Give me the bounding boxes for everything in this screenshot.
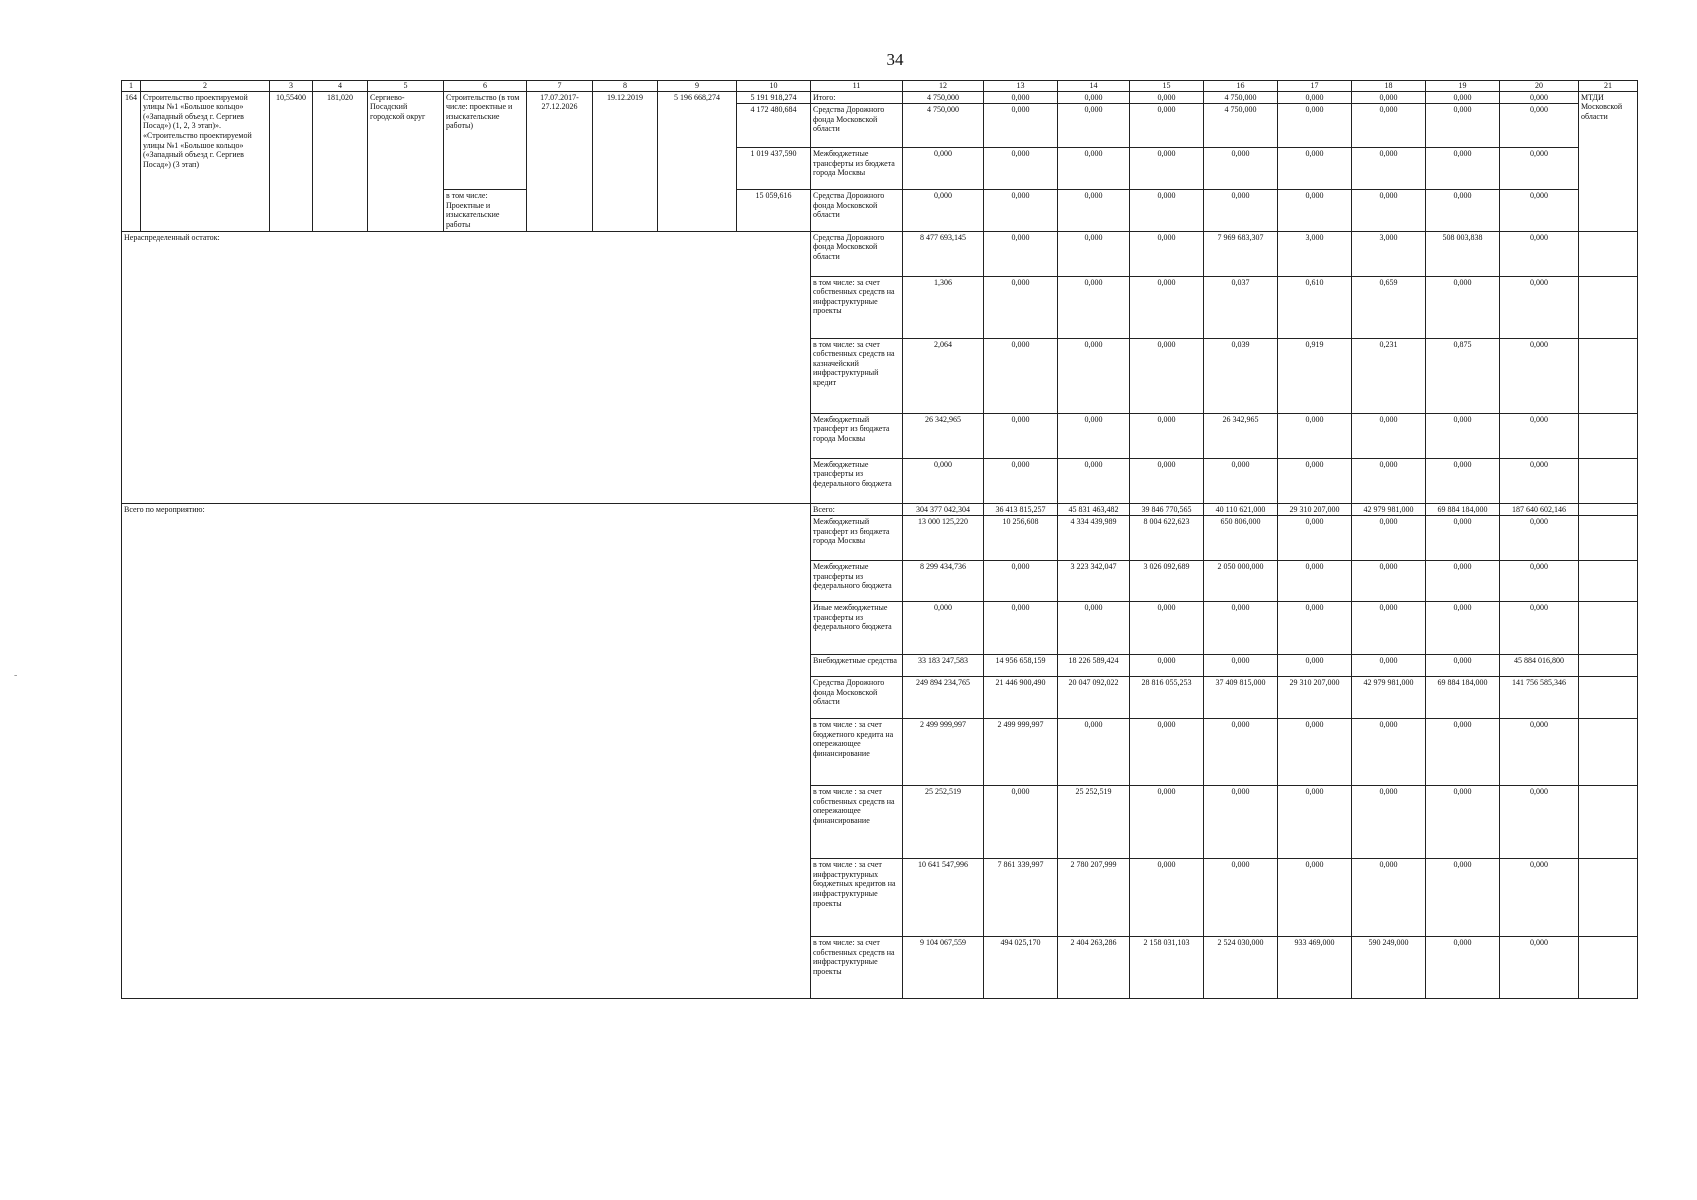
value-cell: 0,000 (1500, 338, 1579, 413)
column-number: 1 (122, 81, 141, 92)
value-cell: 0,000 (1278, 516, 1352, 561)
value-cell: 0,000 (984, 602, 1058, 655)
value-cell: 21 446 900,490 (984, 677, 1058, 719)
value-cell: 0,875 (1426, 338, 1500, 413)
empty-cell (1579, 413, 1638, 458)
value-cell: 37 409 815,000 (1204, 677, 1278, 719)
column-number: 16 (1204, 81, 1278, 92)
value-cell: 42 979 981,000 (1352, 677, 1426, 719)
value-cell: 0,000 (1352, 561, 1426, 602)
value-cell: 0,000 (1500, 719, 1579, 786)
budget-table (121, 80, 1638, 999)
value-cell: 0,000 (1204, 859, 1278, 937)
value-cell: 0,000 (1058, 413, 1130, 458)
value-cell: 0,000 (984, 231, 1058, 276)
value-cell: 4 334 439,989 (1058, 516, 1130, 561)
value-cell: 29 310 207,000 (1278, 677, 1352, 719)
funding-source: в том числе : за счет собственных средств на опережающее финансирование (811, 786, 903, 859)
value-cell: 0,000 (1500, 561, 1579, 602)
funding-source: Средства Дорожного фонда Московской области (811, 190, 903, 231)
value-cell: 0,000 (1058, 719, 1130, 786)
funding-source: в том числе: за счет собственных средств на инфраструктурные проекты (811, 276, 903, 338)
value-cell: 0,000 (1426, 561, 1500, 602)
value-cell: 0,000 (1500, 276, 1579, 338)
column-number: 8 (593, 81, 658, 92)
funding-source: Межбюджетные трансферты из бюджета города Москвы (811, 148, 903, 190)
value-cell: 28 816 055,253 (1130, 677, 1204, 719)
value-cell: 0,000 (1426, 516, 1500, 561)
value-cell: 0,000 (1204, 190, 1278, 231)
value-cell: 0,000 (1058, 338, 1130, 413)
column-number: 5 (368, 81, 444, 92)
item-date: 19.12.2019 (593, 91, 658, 231)
funding-source: Всего: (811, 503, 903, 516)
value-cell: 7 861 339,997 (984, 859, 1058, 937)
header-row (122, 81, 1638, 92)
value-cell: 26 342,965 (903, 413, 984, 458)
column-number: 17 (1278, 81, 1352, 92)
value-cell: 2 499 999,997 (903, 719, 984, 786)
value-cell: 25 252,519 (903, 786, 984, 859)
value-cell: 249 894 234,765 (903, 677, 984, 719)
value-cell: 7 969 683,307 (1204, 231, 1278, 276)
value-cell: 304 377 042,304 (903, 503, 984, 516)
column-number: 7 (527, 81, 593, 92)
value-cell: 0,000 (1130, 458, 1204, 503)
value-cell: 2 050 000,000 (1204, 561, 1278, 602)
value-cell: 141 756 585,346 (1500, 677, 1579, 719)
total-row (122, 503, 1638, 516)
column-number: 14 (1058, 81, 1130, 92)
value-cell: 0,000 (1058, 190, 1130, 231)
funding-source: Средства Дорожного фонда Московской области (811, 677, 903, 719)
value-cell: 8 477 693,145 (903, 231, 984, 276)
value-cell: 8 299 434,736 (903, 561, 984, 602)
empty-cell (1579, 859, 1638, 937)
value-cell: 0,000 (984, 148, 1058, 190)
value-cell: 0,000 (984, 104, 1058, 148)
value-cell: 0,000 (1278, 413, 1352, 458)
funding-source: Межбюджетный трансферт из бюджета города Москвы (811, 413, 903, 458)
value-cell: 0,000 (1426, 148, 1500, 190)
value-cell: 0,000 (984, 458, 1058, 503)
value-cell: 1,306 (903, 276, 984, 338)
column-number: 9 (658, 81, 737, 92)
funding-source: в том числе : за счет бюджетного кредита на опережающее финансирование (811, 719, 903, 786)
value-cell: 3,000 (1278, 231, 1352, 276)
value-cell: 0,000 (1500, 516, 1579, 561)
value-cell: 0,000 (1130, 859, 1204, 937)
value-cell: 0,000 (1058, 602, 1130, 655)
empty-cell (1579, 677, 1638, 719)
value-cell: 0,000 (1352, 91, 1426, 104)
empty-cell (1579, 231, 1638, 276)
column-number: 11 (811, 81, 903, 92)
funding-source: в том числе: за счет собственных средств на инфраструктурные проекты (811, 937, 903, 999)
value-cell: 0,000 (1278, 190, 1352, 231)
funding-source: Средства Дорожного фонда Московской области (811, 231, 903, 276)
value-cell: 0,000 (1352, 602, 1426, 655)
value-cell: 10 256,608 (984, 516, 1058, 561)
value-cell: 3 026 092,689 (1130, 561, 1204, 602)
empty-cell (1579, 602, 1638, 655)
value-cell: 0,000 (1058, 148, 1130, 190)
value-cell: 0,000 (1500, 148, 1579, 190)
value-cell: 4 750,000 (1204, 91, 1278, 104)
item-cost: 5 196 668,274 (658, 91, 737, 231)
column-number: 15 (1130, 81, 1204, 92)
value-cell: 187 640 602,146 (1500, 503, 1579, 516)
empty-cell (1579, 655, 1638, 677)
value-cell: 0,037 (1204, 276, 1278, 338)
value-cell: 14 956 658,159 (984, 655, 1058, 677)
value-cell: 0,000 (1058, 231, 1130, 276)
empty-cell (1579, 937, 1638, 999)
value-cell: 2 158 031,103 (1130, 937, 1204, 999)
value-cell: 0,000 (1352, 786, 1426, 859)
value-cell: 0,919 (1278, 338, 1352, 413)
value-cell: 0,000 (1352, 719, 1426, 786)
value-cell: 0,000 (1500, 937, 1579, 999)
value-cell: 40 110 621,000 (1204, 503, 1278, 516)
value-cell: 0,000 (984, 338, 1058, 413)
value-cell: 0,000 (1500, 602, 1579, 655)
value-cell: 0,000 (984, 276, 1058, 338)
value-cell: 0,000 (1352, 458, 1426, 503)
item-amount: 15 059,616 (737, 190, 811, 231)
value-cell: 0,000 (1426, 937, 1500, 999)
value-cell: 2 780 207,999 (1058, 859, 1130, 937)
value-cell: 13 000 125,220 (903, 516, 984, 561)
value-cell: 0,000 (1130, 104, 1204, 148)
value-cell: 0,231 (1352, 338, 1426, 413)
column-number: 19 (1426, 81, 1500, 92)
value-cell: 0,000 (1500, 859, 1579, 937)
value-cell: 0,000 (1204, 602, 1278, 655)
item-number: 164 (122, 91, 141, 231)
value-cell: 0,000 (1352, 516, 1426, 561)
value-cell: 0,000 (1058, 104, 1130, 148)
item-name: Строительство проектируемой улицы №1 «Большое кольцо» («Западный объезд г. Сергиев Посад») (1, 2, 3 этап)». «Строительство проектируемой улицы №1 «Большое кольцо» («Западный объезд г. Сергиев Посад») (3 этап) (141, 91, 270, 231)
value-cell: 0,000 (1426, 413, 1500, 458)
value-cell: 20 047 092,022 (1058, 677, 1130, 719)
value-cell: 0,000 (1130, 786, 1204, 859)
funding-source: Итого: (811, 91, 903, 104)
value-cell: 0,000 (1204, 655, 1278, 677)
empty-cell (1579, 503, 1638, 516)
funding-source: в том числе : за счет инфраструктурных бюджетных кредитов на инфраструктурные проекты (811, 859, 903, 937)
page-number: 34 (886, 50, 904, 69)
item-length: 10,55400 (270, 91, 313, 231)
column-number: 10 (737, 81, 811, 92)
value-cell: 0,000 (984, 786, 1058, 859)
value-cell: 0,000 (1130, 148, 1204, 190)
value-cell: 3 223 342,047 (1058, 561, 1130, 602)
item-amount: 4 172 480,684 (737, 104, 811, 148)
value-cell: 0,000 (1352, 104, 1426, 148)
item-district: Сергиево-Посадский городской округ (368, 91, 444, 231)
column-number: 13 (984, 81, 1058, 92)
value-cell: 0,659 (1352, 276, 1426, 338)
item-amount: 1 019 437,590 (737, 148, 811, 190)
value-cell: 0,000 (984, 561, 1058, 602)
value-cell: 0,000 (1426, 458, 1500, 503)
value-cell: 0,000 (903, 458, 984, 503)
value-cell: 33 183 247,583 (903, 655, 984, 677)
total-label: Всего по мероприятию: (122, 503, 811, 999)
remainder-row (122, 231, 1638, 276)
value-cell: 0,000 (1500, 91, 1579, 104)
value-cell: 0,000 (1204, 148, 1278, 190)
value-cell: 0,000 (1278, 859, 1352, 937)
value-cell: 0,000 (1352, 190, 1426, 231)
column-number: 20 (1500, 81, 1579, 92)
empty-cell (1579, 338, 1638, 413)
value-cell: 0,000 (1500, 458, 1579, 503)
value-cell: 0,000 (1278, 602, 1352, 655)
value-cell: 0,000 (984, 190, 1058, 231)
column-number: 18 (1352, 81, 1426, 92)
value-cell: 0,000 (1130, 655, 1204, 677)
value-cell: 0,000 (1130, 719, 1204, 786)
value-cell: 45 884 016,800 (1500, 655, 1579, 677)
value-cell: 0,000 (1278, 148, 1352, 190)
item-row (122, 91, 1638, 104)
value-cell: 25 252,519 (1058, 786, 1130, 859)
value-cell: 0,000 (1426, 190, 1500, 231)
value-cell: 0,610 (1278, 276, 1352, 338)
value-cell: 0,000 (1278, 719, 1352, 786)
value-cell: 0,039 (1204, 338, 1278, 413)
value-cell: 36 413 815,257 (984, 503, 1058, 516)
empty-cell (1579, 786, 1638, 859)
value-cell: 0,000 (1130, 413, 1204, 458)
value-cell: 0,000 (984, 91, 1058, 104)
value-cell: 0,000 (1130, 338, 1204, 413)
funding-source: Межбюджетный трансферт из бюджета города Москвы (811, 516, 903, 561)
value-cell: 0,000 (903, 148, 984, 190)
item-amount: 5 191 918,274 (737, 91, 811, 104)
value-cell: 2 499 999,997 (984, 719, 1058, 786)
value-cell: 933 469,000 (1278, 937, 1352, 999)
funding-source: в том числе: за счет собственных средств на казначейский инфраструктурный кредит (811, 338, 903, 413)
value-cell: 2,064 (903, 338, 984, 413)
value-cell: 26 342,965 (1204, 413, 1278, 458)
value-cell: 650 806,000 (1204, 516, 1278, 561)
value-cell: 0,000 (1500, 190, 1579, 231)
funding-source: Межбюджетные трансферты из федерального бюджета (811, 458, 903, 503)
column-number: 21 (1579, 81, 1638, 92)
value-cell: 0,000 (1278, 561, 1352, 602)
column-number: 4 (313, 81, 368, 92)
value-cell: 0,000 (1500, 413, 1579, 458)
value-cell: 0,000 (1130, 276, 1204, 338)
value-cell: 0,000 (1500, 786, 1579, 859)
column-number: 6 (444, 81, 527, 92)
empty-cell (1579, 458, 1638, 503)
value-cell: 45 831 463,482 (1058, 503, 1130, 516)
value-cell: 4 750,000 (903, 104, 984, 148)
empty-cell (1579, 561, 1638, 602)
value-cell: 0,000 (1426, 104, 1500, 148)
value-cell: 0,000 (1426, 786, 1500, 859)
empty-cell (1579, 276, 1638, 338)
value-cell: 0,000 (903, 602, 984, 655)
value-cell: 590 249,000 (1352, 937, 1426, 999)
value-cell: 4 750,000 (1204, 104, 1278, 148)
value-cell: 0,000 (1352, 655, 1426, 677)
value-cell: 0,000 (1058, 458, 1130, 503)
value-cell: 10 641 547,996 (903, 859, 984, 937)
value-cell: 2 404 263,286 (1058, 937, 1130, 999)
item-work-type: Строительство (в том числе: проектные и изыскательские работы) (444, 91, 527, 190)
value-cell: 9 104 067,559 (903, 937, 984, 999)
value-cell: 69 884 184,000 (1426, 503, 1500, 516)
funding-source: Межбюджетные трансферты из федерального бюджета (811, 561, 903, 602)
value-cell: 0,000 (984, 413, 1058, 458)
value-cell: 0,000 (903, 190, 984, 231)
value-cell: 42 979 981,000 (1352, 503, 1426, 516)
value-cell: 0,000 (1426, 859, 1500, 937)
value-cell: 0,000 (1058, 276, 1130, 338)
remainder-label: Нераспределенный остаток: (122, 231, 811, 503)
item-work-subtype: в том числе: Проектные и изыскательские работы (444, 190, 527, 231)
value-cell: 508 003,838 (1426, 231, 1500, 276)
value-cell: 0,000 (1500, 231, 1579, 276)
margin-mark: - (14, 670, 18, 681)
value-cell: 0,000 (1426, 91, 1500, 104)
funding-source: Иные межбюджетные трансферты из федерального бюджета (811, 602, 903, 655)
empty-cell (1579, 719, 1638, 786)
value-cell: 494 025,170 (984, 937, 1058, 999)
value-cell: 0,000 (1204, 719, 1278, 786)
empty-cell (1579, 516, 1638, 561)
value-cell: 4 750,000 (903, 91, 984, 104)
value-cell: 8 004 622,623 (1130, 516, 1204, 561)
value-cell: 29 310 207,000 (1278, 503, 1352, 516)
value-cell: 2 524 030,000 (1204, 937, 1278, 999)
item-area: 181,020 (313, 91, 368, 231)
value-cell: 39 846 770,565 (1130, 503, 1204, 516)
value-cell: 0,000 (1352, 148, 1426, 190)
value-cell: 0,000 (1278, 91, 1352, 104)
value-cell: 0,000 (1278, 104, 1352, 148)
value-cell: 0,000 (1204, 786, 1278, 859)
value-cell: 0,000 (1130, 602, 1204, 655)
value-cell: 0,000 (1130, 190, 1204, 231)
value-cell: 69 884 184,000 (1426, 677, 1500, 719)
item-period: 17.07.2017-27.12.2026 (527, 91, 593, 231)
column-number: 2 (141, 81, 270, 92)
value-cell: 0,000 (1352, 413, 1426, 458)
value-cell: 0,000 (1058, 91, 1130, 104)
funding-source: Средства Дорожного фонда Московской области (811, 104, 903, 148)
value-cell: 0,000 (1130, 231, 1204, 276)
value-cell: 0,000 (1278, 458, 1352, 503)
value-cell: 0,000 (1426, 602, 1500, 655)
value-cell: 0,000 (1130, 91, 1204, 104)
funding-source: Внебюджетные средства (811, 655, 903, 677)
column-number: 12 (903, 81, 984, 92)
value-cell: 0,000 (1426, 655, 1500, 677)
value-cell: 0,000 (1278, 786, 1352, 859)
value-cell: 0,000 (1500, 104, 1579, 148)
value-cell: 0,000 (1426, 719, 1500, 786)
value-cell: 3,000 (1352, 231, 1426, 276)
value-cell: 0,000 (1204, 458, 1278, 503)
value-cell: 0,000 (1426, 276, 1500, 338)
item-responsible: МТДИ Московской области (1579, 91, 1638, 231)
value-cell: 0,000 (1278, 655, 1352, 677)
column-number: 3 (270, 81, 313, 92)
value-cell: 18 226 589,424 (1058, 655, 1130, 677)
value-cell: 0,000 (1352, 859, 1426, 937)
